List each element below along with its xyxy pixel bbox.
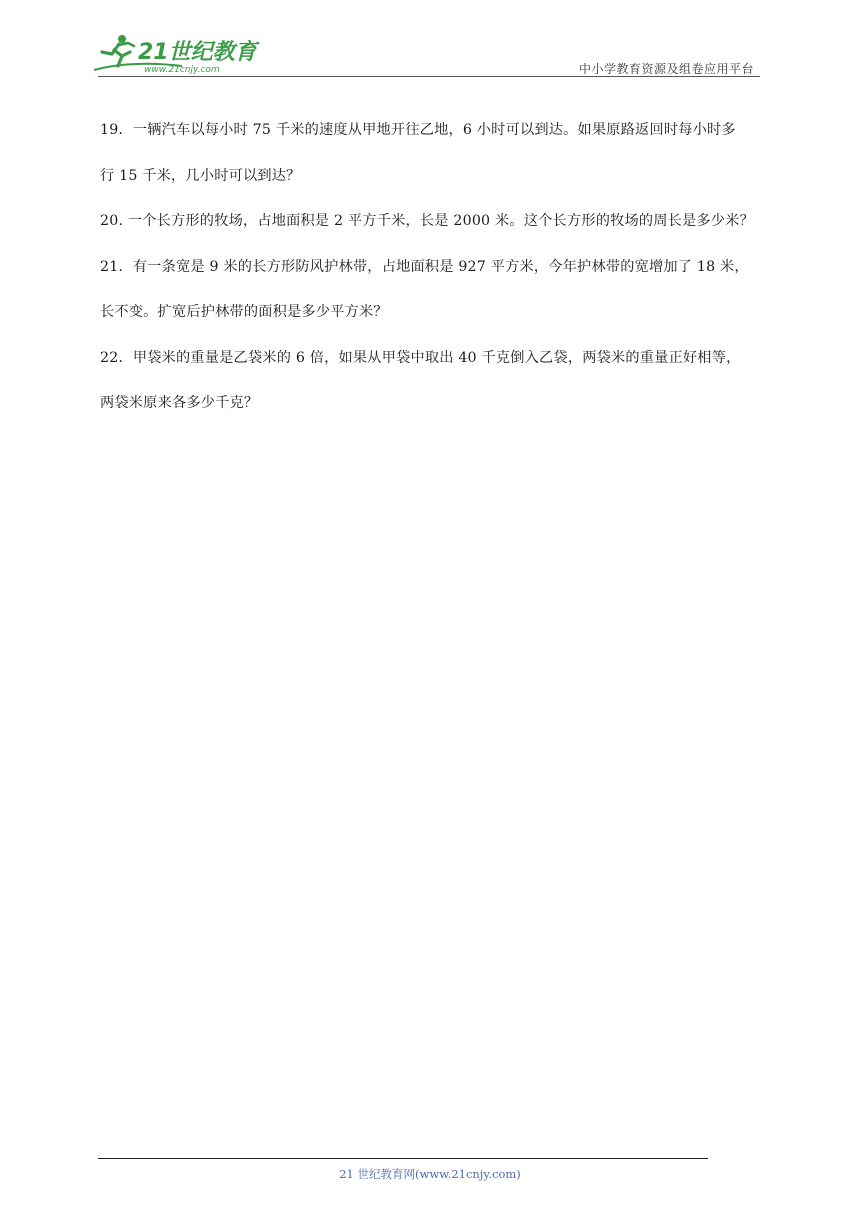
footer-divider — [98, 1158, 708, 1159]
question-21-line-2: 长不变。扩宽后护林带的面积是多少平方米？ — [100, 304, 388, 320]
logo-sub-text: www.21cnjy.com — [144, 65, 220, 75]
page-header — [92, 30, 760, 78]
question-20-line-1: 20. 一个长方形的牧场，占地面积是 2 平方千米，长是 2000 米。这个长方形的牧场的周长是多少米？ — [100, 213, 754, 229]
site-logo — [92, 32, 262, 76]
question-19-line-2: 行 15 千米，几小时可以到达？ — [100, 167, 301, 184]
question-22-line-2: 两袋米原来各多少千克？ — [100, 395, 259, 411]
footer-link[interactable]: 21 世纪教育网(www.21cnjy.com) — [339, 1167, 521, 1181]
question-19-line-1: 19．一辆汽车以每小时 75 千米的速度从甲地开往乙地，6 小时可以到达。如果原路返回时每小时多 — [100, 122, 736, 138]
question-21-line-1: 21．有一条宽是 9 米的长方形防风护林带，占地面积是 927 平方米，今年护林带的宽增加了 18 米， — [100, 258, 749, 275]
logo-main-text: 21世纪教育 — [138, 40, 257, 65]
header-divider — [98, 76, 760, 77]
platform-name: 中小学教育资源及组卷应用平台 — [578, 62, 754, 76]
question-22-line-1: 22．甲袋米的重量是乙袋米的 6 倍，如果从甲袋中取出 40 千克倒入乙袋，两袋米的重量正好相等， — [100, 349, 741, 366]
runner-logo-icon — [92, 32, 262, 76]
question-list — [100, 108, 762, 427]
